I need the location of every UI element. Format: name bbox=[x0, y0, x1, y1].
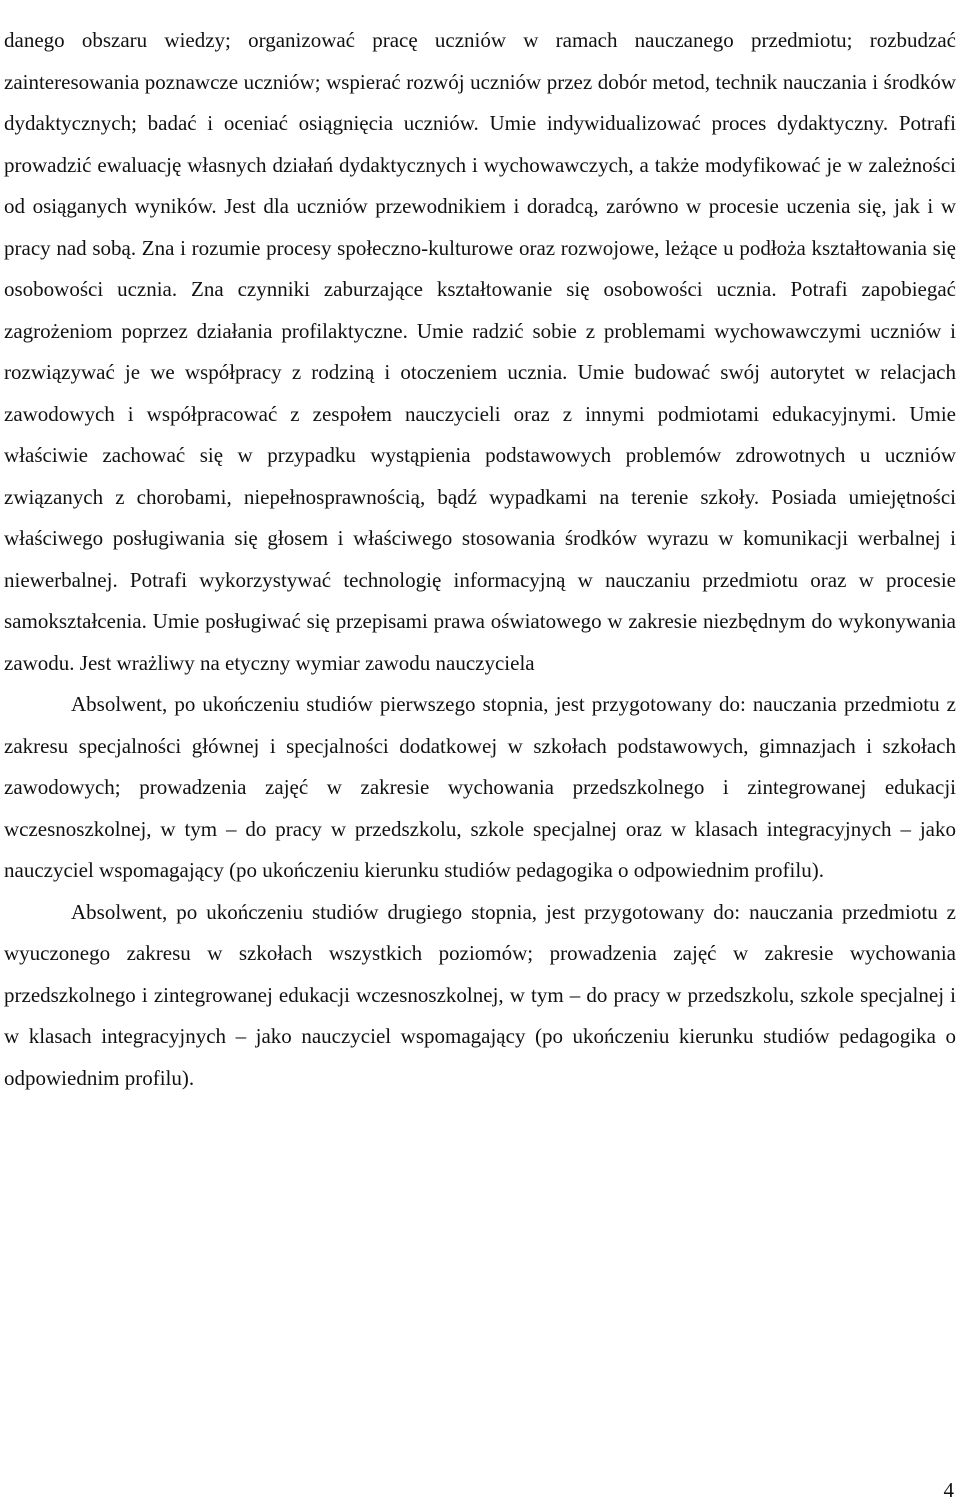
paragraph-first-degree-graduate: Absolwent, po ukończeniu studiów pierwszego stopnia, jest przygotowany do: nauczania przedmiotu z zakresu specjalności głównej i specjalności dodatkowej w szkołach podstawowych, gimnazjach i szkołach zawodowych; prowadzenia zajęć w zakresie wychowania przedszkolnego i zintegrowanej edukacji wczesnoszkolnej, w tym – do pracy w przedszkolu, szkole specjalnej oraz w klasach integracyjnych – jako nauczyciel wspomagający (po ukończeniu kierunku studiów pedagogika o odpowiednim profilu). bbox=[4, 692, 956, 882]
paragraph-second-degree-graduate: Absolwent, po ukończeniu studiów drugiego stopnia, jest przygotowany do: nauczania przedmiotu z wyuczonego zakresu w szkołach wszystkich poziomów; prowadzenia zajęć w zakresie wychowania przedszkolnego i zintegrowanej edukacji wczesnoszkolnej, w tym – do pracy w przedszkolu, szkole specjalnej i w klasach integracyjnych – jako nauczyciel wspomagający (po ukończeniu kierunku studiów pedagogika o odpowiednim profilu). bbox=[4, 899, 956, 1090]
paragraph-teacher-competencies: danego obszaru wiedzy; organizować pracę uczniów w ramach nauczanego przedmiotu; rozbudzać zainteresowania poznawcze uczniów; wspierać rozwój uczniów przez dobór metod, technik nauczania i środków dydaktycznych; badać i oceniać osiągnięcia uczniów. Umie indywidualizować proces dydaktyczny. Potrafi prowadzić ewaluację własnych działań dydaktycznych i wychowawczych, a także modyfikować je w zależności od osiąganych wyników. Jest dla uczniów przewodnikiem i doradcą, zarówno w procesie uczenia się, jak i w pracy nad sobą. Zna i rozumie procesy społeczno-kulturowe oraz rozwojowe, leżące u podłoża kształtowania się osobowości ucznia. Zna czynniki zaburzające kształtowanie się osobowości ucznia. Potrafi zapobiegać zagrożeniom poprzez działania profilaktyczne. Umie radzić sobie z problemami wychowawczymi uczniów i rozwiązywać je we współpracy z rodziną i otoczeniem ucznia. Umie budować swój autorytet w relacjach zawodowych i współpracować z zespołem nauczycieli oraz z innymi podmiotami edukacyjnymi. Umie właściwie zachować się w przypadku wystąpienia podstawowych problemów zdrowotnych u uczniów związanych z chorobami, niepełnosprawnością, bądź wypadkami na terenie szkoły. Posiada umiejętności właściwego posługiwania się głosem i właściwego stosowania środków wyrazu w komunikacji werbalnej i niewerbalnej. Potrafi wykorzystywać technologię informacyjną w nauczaniu przedmiotu oraz w procesie samokształcenia. Umie posługiwać się przepisami prawa oświatowego w zakresie niezbędnym do wykonywania zawodu. Jest wrażliwy na etyczny wymiar zawodu nauczyciela bbox=[4, 28, 956, 675]
page-number: 4 bbox=[943, 1478, 954, 1502]
document-page bbox=[4, 0, 956, 1099]
